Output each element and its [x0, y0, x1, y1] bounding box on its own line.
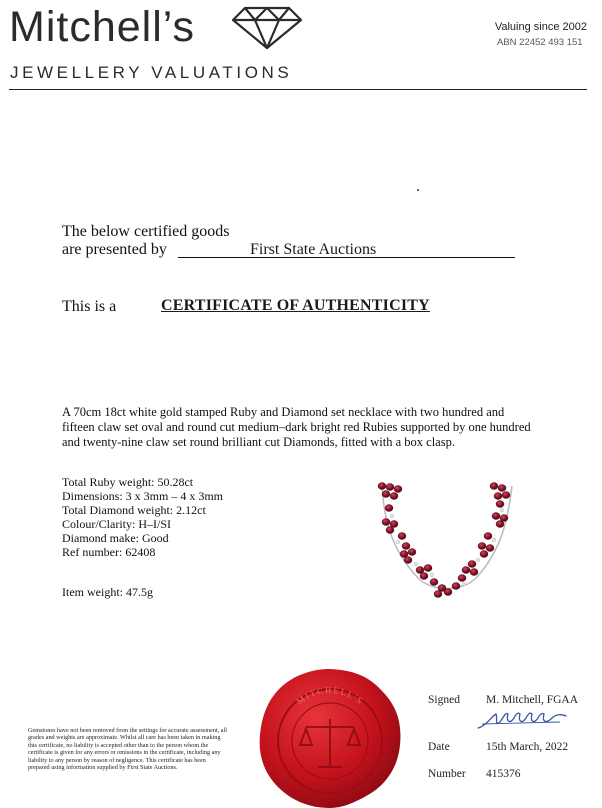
seal-text: MITCHELL'S [294, 684, 366, 707]
spec-ref-number: Ref number: 62408 [62, 545, 156, 559]
necklace-photo [372, 478, 524, 600]
spec-dimensions: Dimensions: 3 x 3mm – 4 x 3mm [62, 489, 224, 503]
spec-diamond-weight: Total Diamond weight: 2.12ct [62, 503, 206, 517]
handwritten-signature [476, 708, 568, 732]
tagline: Valuing since 2002 [494, 21, 587, 33]
signed-label: Signed [428, 694, 460, 706]
header-divider [9, 89, 587, 90]
intro-line-2: are presented by [62, 241, 167, 258]
certificate-title: CERTIFICATE OF AUTHENTICITY [161, 297, 430, 314]
disclaimer-text: Gemstones have not been removed from the settings for accurate assessment, all grades and weights are approximate. Whilst all care has been taken in making this certificate, no liability is accepted other than to the person whom the certificate is given for any errors or omissions in the certificate, including any liability to any person by reason of negligence. This certificate has been prepared using information supplied by First State Auctions. [28, 727, 227, 772]
spec-diamond-make: Diamond make: Good [62, 531, 169, 545]
date-value: 15th March, 2022 [486, 741, 569, 753]
stray-mark [417, 189, 419, 191]
brand-subtitle: JEWELLERY VALUATIONS [10, 63, 293, 82]
wax-seal [256, 667, 404, 808]
presenter-name: First State Auctions [250, 241, 377, 258]
diamond-outline-icon [231, 6, 303, 50]
brand-name: Mitchell’s [9, 3, 196, 51]
number-value: 415376 [486, 768, 521, 780]
number-label: Number [428, 768, 466, 780]
presenter-underline [178, 257, 515, 258]
certificate-lead: This is a [62, 298, 117, 315]
abn-number: ABN 22452 493 151 [497, 37, 583, 48]
spec-ruby-weight: Total Ruby weight: 50.28ct [62, 475, 194, 489]
intro-line-1: The below certified goods [62, 223, 230, 240]
spec-colour-clarity: Colour/Clarity: H–I/SI [62, 517, 171, 531]
item-weight: Item weight: 47.5g [62, 585, 153, 599]
item-description: A 70cm 18ct white gold stamped Ruby and Diamond set necklace with two hundred and fifteen claw set oval and round cut medium–dark bright red Rubies supported by one hundred and twenty-nine claw set round brilliant cut Diamonds, fitted with a box clasp. [62, 405, 531, 449]
signed-value: M. Mitchell, FGAA [486, 694, 578, 706]
date-label: Date [428, 741, 450, 753]
